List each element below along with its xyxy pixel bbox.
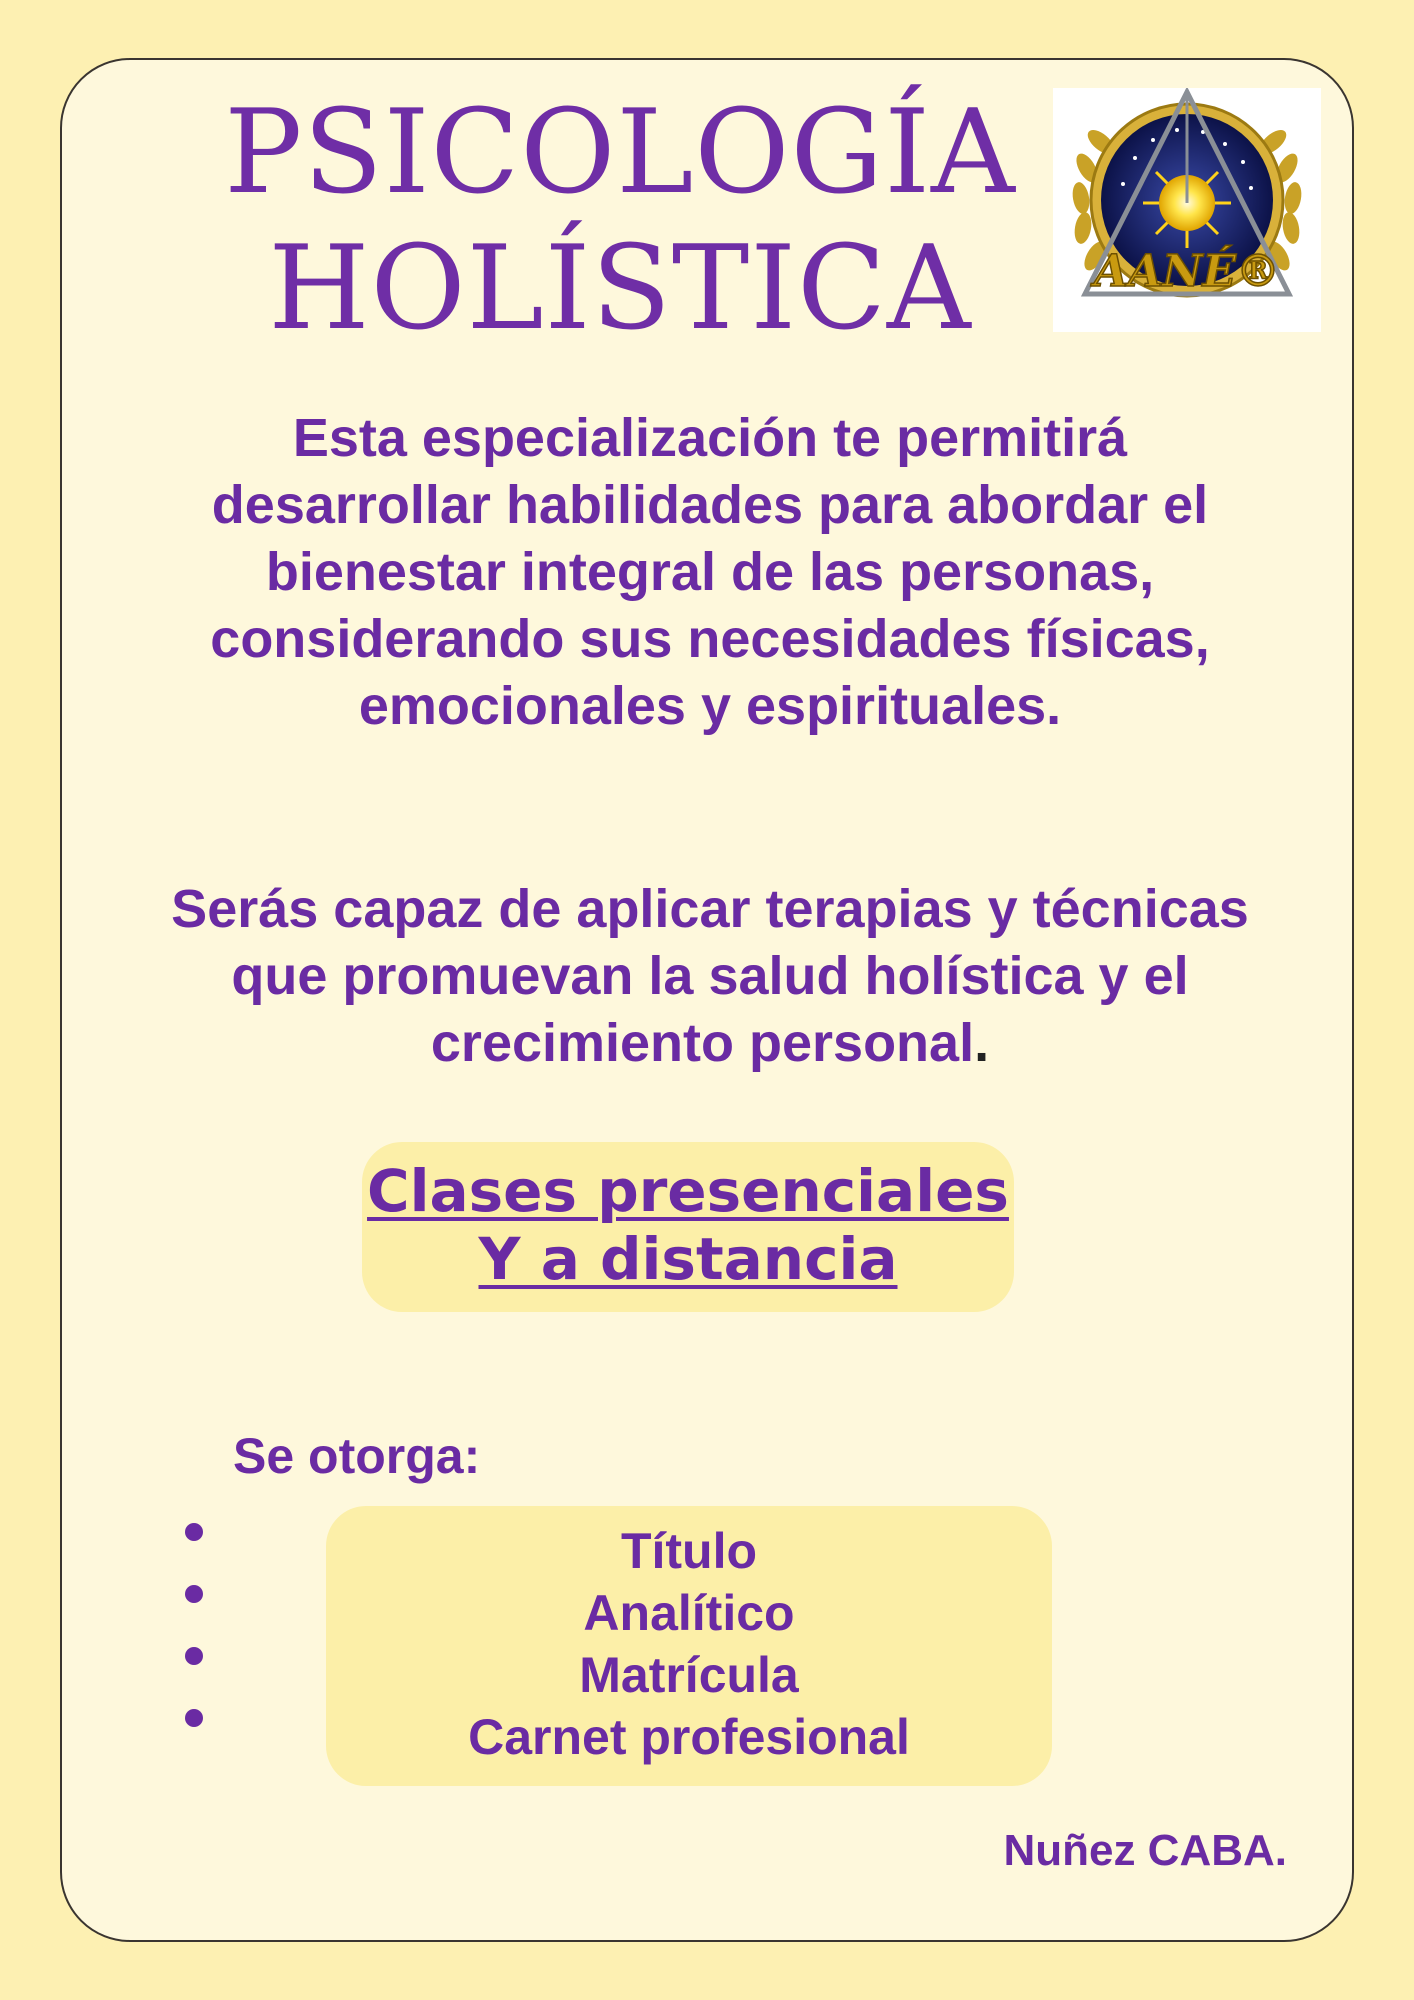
location-text: Nuñez CABA. (1003, 1826, 1287, 1875)
description-paragraph-1: Esta especialización te permitirá desarrollar habilidades para abordar el bienestar integral de las personas, considerando sus necesidades físicas, emocionales y espirituales. (210, 408, 1210, 736)
title-line-1: PSICOLOGÍA (224, 85, 1016, 220)
awarded-item-matricula: Matrícula (579, 1647, 799, 1703)
modality-line-2: Y a distancia (478, 1225, 898, 1293)
title-line-2: HOLÍSTICA (268, 221, 972, 356)
page-title (180, 85, 1060, 357)
paragraph-2-text: Serás capaz de aplicar terapias y técnicas que promuevan la salud holística y el crecimiento personal (171, 879, 1249, 1073)
awarded-items-box (326, 1506, 1052, 1786)
paragraph-2-period: . (974, 1013, 990, 1073)
awarded-item-titulo: Título (620, 1523, 758, 1579)
bullet-dot (185, 1647, 203, 1665)
bullet-dot (185, 1709, 203, 1727)
awarded-label: Se otorga: (233, 1428, 481, 1484)
bullet-dot (185, 1585, 203, 1603)
bullet-dot (185, 1523, 203, 1541)
logo-text: AANÉ® (1093, 246, 1281, 297)
awarded-item-analitico: Analítico (583, 1585, 795, 1641)
modality-box (362, 1142, 1014, 1312)
awarded-item-carnet: Carnet profesional (468, 1709, 910, 1765)
bullet-list (185, 1523, 215, 1771)
modality-line-1: Clases presenciales (367, 1157, 1009, 1225)
description-paragraph-2 (160, 876, 1260, 1077)
aane-logo (1053, 88, 1321, 332)
